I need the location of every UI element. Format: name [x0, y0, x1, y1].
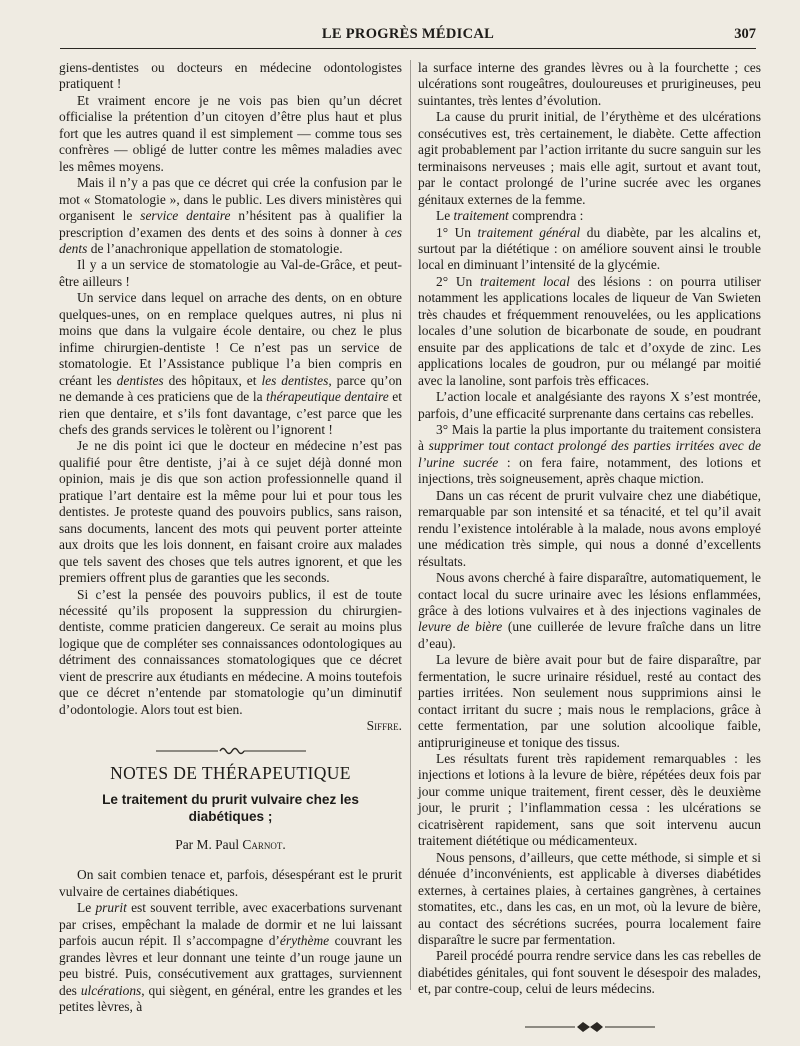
paragraph: Si c’est la pensée des pouvoirs publics, il est de toute nécessité qu’ils proposent la suppression du chirurgien-dentiste, comme praticien dangereux. Ce serait au moins plus logique que de compléter ses connaissances odontologiques au détriment des connaissances stomatologiques que ce décret vient de prescrire aux étudiants en médecine. A moins toutefois que ce décret n’entende par stomatologie qu’un diminutif d’odontologie. Alors tout est bien. [59, 586, 402, 717]
left-column [59, 60, 402, 1016]
paragraph: giens-dentistes ou docteurs en médecine odontologistes pratiquent ! [59, 60, 402, 92]
paragraph: Le prurit est souvent terrible, avec exacerbations survenant par crises, empêchant la malade de dormir et ne lui laissant parfois aucun répit. Il s’accompagne d’érythème couvrant les grandes lèvres et leur donnant une teinte d’un rouge jaune un peu bistré. Puis, consécutivement aux grattages, surviennent des ulcérations, qui siègent, en général, entre les grandes et les petites lèvres, à [59, 900, 402, 1015]
paragraph: 2° Un traitement local des lésions : on pourra utiliser notamment les applications locales de liqueur de Van Swieten très chaudes et fréquemment renouvelées, ou les applications locales d’une solution de bicarbonate de soude, en poudrant ensuite par des applications de talc et d’oxyde de zinc. Les applications locales de goudron, pur ou mélangé par moitié avec la lanoline, sont parfois très efficaces. [418, 273, 762, 388]
paragraph: Je ne dis point ici que le docteur en médecine n’est pas qualifié pour être dentiste, j’ai à ce sujet déjà donné mon opinion, mais je dis que son action professionnelle quand il pratique l’art dentaire est la même pour lui et pour tous les dentistes. Je proteste quand des pouvoirs publics, sans raison, sans documents, lancent des mots qui peuvent porter atteinte aux droits que les lois donnent, en faisant croire aux malades que tels savent des choses que tels autres ignorent, et que les premiers offrent plus de garanties que les seconds. [59, 438, 402, 586]
right-column [418, 60, 761, 1040]
paragraph: Mais il n’y a pas que ce décret qui crée la confusion par le mot « Stomatologie », dans le public. Les divers ministères qui organisent le service dentaire n’hésitent pas à qualifier la prescription d’examen des dents et des soins à donner à ces dents de l’anachronique appellation de stomatologie. [59, 175, 402, 256]
paragraph: Un service dans lequel on arrache des dents, on en obture quelques-unes, on en remplace quelques autres, ni plus ni moins que dans la vulgaire école dentaire, ou chez le plus infime chirurgien-dentiste ! Ce n’est pas un service de stomatologie. Et l’Assistance publique l’a bien compris en créant les dentistes des hôpitaux, et les dentistes, parce qu’on ne demande à ces praticiens que de la thérapeutique dentaire et rien que dentaire, et s’ils font davantage, c’est parce que les chefs des grands services le tolèrent ou l’ignorent ! [59, 290, 403, 437]
paragraph: Nous pensons, d’ailleurs, que cette méthode, si simple et si dénuée d’inconvénients, est applicable à diverses diabétides externes, à certaines plaies, à certaines gangrènes, à certaines stomatites, etc., dans les cas, en un mot, où la levure de bière, au contact des sécrétions sucrées, pourra localement faire disparaître le sucre par fermentation. [418, 849, 761, 948]
paragraph: Nous avons cherché à faire disparaître, automatiquement, le contact local du sucre urinaire avec les lésions enflammées, grâce à des lotions vulvaires et à des injections vaginales de levure de bière (une cuillerée de levure fraîche dans un litre d’eau). [418, 570, 761, 651]
section-title: NOTES DE THÉRAPEUTIQUE [110, 762, 351, 783]
paragraph: Dans un cas récent de prurit vulvaire chez une diabétique, remarquable par son intensité et sa ténacité, et tel qu’il avait rendu l’existence intolérable à la malade, nous avons employé une médication très simple, qui nous a donné d’excellents résultats. [418, 487, 761, 569]
paragraph: Il y a un service de stomatologie au Val-de-Grâce, et peut-être ailleurs ! [59, 257, 402, 289]
paragraph: 1° Un traitement général du diabète, par les alcalins et, surtout par la diététique : on améliore souvent ainsi le trouble local en diminuant l’intensité de la glycémie. [418, 224, 762, 273]
section-ornament [59, 745, 402, 757]
page-header [60, 26, 756, 49]
ornament-flourish-icon [525, 1020, 655, 1034]
paragraph: Les résultats furent très rapidement remarquables : les injections et lotions à la levure de bière, répétées deux fois par jour comme unique traitement, firent cesser, dès le deuxième jour, le prurit ; l’inflammation cessa : les ulcérations se cicatrisèrent rapidement, sans que soit intervenu aucun traitement diététique ou médicamenteux. [418, 751, 761, 849]
ornament-divider-icon [156, 745, 306, 757]
paragraph: Pareil procédé pourra rendre service dans les cas rebelles de diabétides génitales, qui font souvent le désespoir des malades, et, par contre-coup, celui de leurs médecins. [418, 948, 761, 997]
paragraph: 3° Mais la partie la plus importante du traitement consistera à supprimer tout contact prolongé des parties irritées avec de l’urine sucrée : on fera faire, notamment, des lotions et injections, très soigneusement, après chaque miction. [418, 421, 762, 487]
paragraph: la surface interne des grandes lèvres ou à la fourchette ; ces ulcérations sont rougeâtres, douloureuses et prurigineuses, peu suintantes, très lentes d’évolution. [418, 60, 761, 108]
paragraph: La levure de bière avait pour but de faire disparaître, par fermentation, le sucre urinaire résiduel, resté au contact des parties irritées. Non seulement nous supprimions ainsi le contact irritant du sucre ; mais nous le remplacions, grâce à cette fermentation, par une solution alcoolique faible, antiprurigineuse et tonique des tissus. [418, 652, 761, 750]
article-byline: Par M. Paul Carnot. [175, 837, 286, 853]
paragraph: Et vraiment encore je ne vois pas bien qu’un décret officialise la prétention d’un citoyen d’être plus haut et plus fort que les autres quand il est simplement — comme tous ses confrères — obligé de lutter contre les mêmes maladies avec les mêmes moyens. [59, 92, 402, 174]
end-ornament [418, 1020, 761, 1032]
article-title: Le traitement du prurit vulvaire chez les diabétiques ; [102, 792, 359, 825]
paragraph: La cause du prurit initial, de l’érythème et des ulcérations consécutives est, très certainement, le diabète. Cette affection agit probablement par l’action irritante du sucre sanguin sur les terminaisons nerveuses ; mais elle agit, surtout et avant tout, par le contact prolongé de l’urine sucrée avec les organes génitaux externes de la femme. [418, 109, 761, 207]
page-number: 307 [734, 26, 756, 42]
journal-title: LE PROGRÈS MÉDICAL [321, 26, 495, 42]
author-signature: Siffre. [366, 718, 402, 734]
paragraph: L’action locale et analgésiante des rayons X s’est montrée, parfois, d’une efficacité surprenante dans certains cas rebelles. [418, 389, 761, 421]
paragraph: On sait combien tenace et, parfois, désespérant est le prurit vulvaire de certaines diabétiques. [59, 867, 402, 899]
column-rule [410, 60, 411, 990]
paragraph: Le traitement comprendra : [436, 208, 584, 224]
